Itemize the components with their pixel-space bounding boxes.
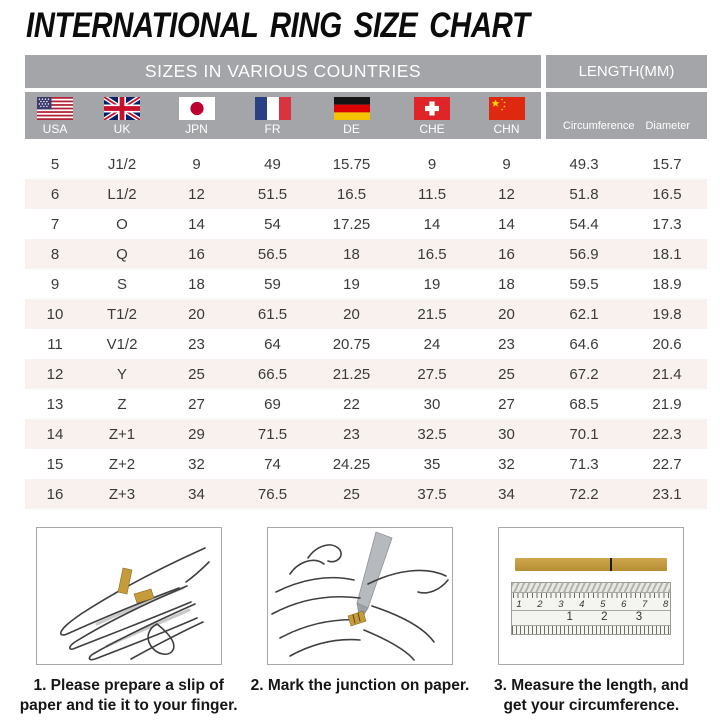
- table-cell: 54: [264, 215, 281, 233]
- chn-flag-icon: [489, 97, 525, 120]
- table-cell: Z+3: [108, 485, 136, 503]
- table-cell: 32.5: [417, 425, 447, 443]
- table-cell: 64.6: [569, 335, 599, 353]
- de-flag-icon: [334, 97, 370, 120]
- table-cell: 9: [427, 155, 437, 173]
- table-cell: 16: [498, 245, 515, 263]
- column-label-fr: FR: [264, 122, 281, 136]
- ruler-cm-numbers: [516, 599, 668, 610]
- table-cell: 19.8: [652, 305, 682, 323]
- table-cell: L1/2: [107, 185, 137, 203]
- table-cell: V1/2: [106, 335, 138, 353]
- table-cell: 18.1: [652, 245, 682, 263]
- ruler-number: 4: [579, 599, 585, 610]
- table-cell: 24: [423, 335, 441, 353]
- ruler-number: 5: [600, 599, 606, 610]
- table-cell: 64: [264, 335, 281, 353]
- table-cell: Z: [117, 395, 127, 413]
- table-cell: 61.5: [257, 305, 288, 323]
- hand-with-paper-strip-figure: [36, 527, 222, 665]
- table-cell: 51.8: [569, 185, 599, 203]
- table-cell: Z+2: [108, 455, 136, 473]
- table-cell: 62.1: [569, 305, 599, 323]
- ruler: [511, 582, 671, 635]
- table-cell: 76.5: [257, 485, 288, 503]
- length-group-header: LENGTH(MM): [546, 55, 707, 88]
- fr-flag-icon: [255, 97, 291, 120]
- table-cell: 22: [343, 395, 360, 413]
- table-cell: 74: [264, 455, 281, 473]
- hand-with-paper-strip-icon: [37, 528, 222, 665]
- table-row: [25, 209, 707, 239]
- table-cell: 56.9: [569, 245, 599, 263]
- table-cell: 16.5: [652, 185, 682, 203]
- table-cell: 15.7: [652, 155, 682, 173]
- table-cell: 21.9: [652, 395, 682, 413]
- table-cell: 9: [50, 275, 60, 293]
- table-cell: 23.1: [652, 485, 682, 503]
- table-group-header: [25, 55, 707, 88]
- ruler-number: 3: [635, 611, 643, 623]
- table-cell: 21.5: [417, 305, 447, 323]
- table-cell: 25: [188, 365, 205, 383]
- table-cell: 11.5: [417, 185, 447, 203]
- table-cell: 51.5: [257, 185, 288, 203]
- instruction-step-3: [476, 527, 707, 717]
- table-row: [25, 329, 707, 359]
- table-cell: 16: [46, 485, 64, 503]
- table-cell: 35: [423, 455, 441, 473]
- table-cell: 49: [264, 155, 281, 173]
- table-cell: 34: [188, 485, 205, 503]
- table-cell: 25: [498, 365, 515, 383]
- column-jpn: [159, 92, 234, 139]
- column-de: [311, 92, 392, 139]
- table-cell: 20: [343, 305, 360, 323]
- table-cell: 22.7: [652, 455, 682, 473]
- table-cell: T1/2: [106, 305, 137, 323]
- table-cell: 19: [423, 275, 441, 293]
- table-cell: 14: [46, 425, 64, 443]
- table-cell: 14: [423, 215, 441, 233]
- table-cell: 29: [188, 425, 205, 443]
- table-cell: 12: [498, 185, 515, 203]
- table-cell: 37.5: [417, 485, 447, 503]
- table-cell: 30: [498, 425, 515, 443]
- table-cell: 18: [188, 275, 205, 293]
- table-cell: 14: [188, 215, 205, 233]
- column-label-uk: UK: [113, 122, 131, 136]
- che-flag-icon: [414, 97, 450, 120]
- table-cell: 14: [498, 215, 515, 233]
- table-cell: 68.5: [569, 395, 599, 413]
- table-cell: 18: [498, 275, 515, 293]
- table-cell: 10: [46, 305, 64, 323]
- table-cell: 66.5: [257, 365, 288, 383]
- table-cell: 23: [498, 335, 515, 353]
- table-cell: 8: [50, 245, 60, 263]
- table-cell: 15.75: [332, 155, 371, 173]
- table-cell: 9: [502, 155, 511, 173]
- table-row: [25, 299, 707, 329]
- table-cell: 54.4: [569, 215, 599, 233]
- paper-strip: [515, 558, 667, 571]
- table-cell: 27: [498, 395, 515, 413]
- table-cell: 9: [192, 155, 201, 173]
- ruler-cm-ticks: [513, 593, 670, 598]
- uk-flag-icon: [104, 97, 140, 120]
- table-cell: Q: [116, 245, 128, 263]
- column-che: [392, 92, 472, 139]
- ruler-hatch-band: [512, 583, 670, 593]
- column-label-jpn: JPN: [185, 122, 208, 136]
- column-label-diameter: Diameter: [645, 120, 691, 132]
- table-cell: 71.5: [257, 425, 288, 443]
- ruler-number: 6: [621, 599, 627, 610]
- table-cell: 27: [188, 395, 205, 413]
- table-cell: 49.3: [569, 155, 599, 173]
- ruler-measurement-figure: [498, 527, 684, 665]
- column-chn: [472, 92, 541, 139]
- ruler-number: 3: [558, 599, 564, 610]
- column-label-chn: CHN: [493, 122, 520, 136]
- instruction-step-1: [13, 527, 244, 717]
- table-cell: 59.5: [569, 275, 599, 293]
- table-cell: 56.5: [257, 245, 288, 263]
- instruction-caption-3: 3. Measure the length, and get your circumference.: [493, 677, 689, 715]
- table-row: [25, 359, 707, 389]
- table-cell: 20.75: [332, 335, 371, 353]
- table-cell: 20.6: [652, 335, 682, 353]
- column-usa: [25, 92, 85, 139]
- table-row: [25, 479, 707, 509]
- ruler-number: 8: [662, 599, 669, 610]
- table-cell: 23: [343, 425, 360, 443]
- ruler-number: 7: [642, 599, 648, 610]
- table-cell: 23: [188, 335, 205, 353]
- table-cell: 17.3: [652, 215, 682, 233]
- table-cell: 22.3: [652, 425, 682, 443]
- table-cell: 24.25: [332, 455, 371, 473]
- instruction-caption-1: 1. Please prepare a slip of paper and tie it to your finger.: [19, 677, 238, 715]
- table-cell: 17.25: [332, 215, 371, 233]
- table-cell: 11: [47, 335, 63, 353]
- table-cell: S: [116, 275, 127, 293]
- table-cell: Y: [116, 365, 127, 383]
- table-cell: 5: [50, 155, 60, 173]
- ruler-inch-band: [512, 610, 670, 625]
- page-title: INTERNATIONAL RING SIZE CHART: [26, 6, 530, 45]
- table-cell: J1/2: [107, 155, 137, 173]
- instruction-step-2: [244, 527, 475, 717]
- table-cell: 12: [46, 365, 64, 383]
- pen-marking-junction-icon: [268, 528, 453, 665]
- ruler-number: 2: [537, 599, 543, 610]
- table-row: [25, 179, 707, 209]
- table-cell: Z+1: [108, 425, 136, 443]
- usa-flag-icon: [37, 97, 73, 120]
- ruler-bottom-ticks: [512, 625, 670, 634]
- table-cell: 18.9: [652, 275, 682, 293]
- table-cell: 71.3: [569, 455, 599, 473]
- table-cell: 34: [498, 485, 515, 503]
- table-cell: 6: [50, 185, 60, 203]
- table-cell: 12: [188, 185, 205, 203]
- table-cell: 16: [188, 245, 205, 263]
- table-cell: 32: [188, 455, 205, 473]
- table-column-header: [25, 92, 707, 139]
- ring-size-table-rows: [25, 149, 707, 509]
- column-label-che-de: DE: [343, 122, 360, 136]
- country-columns: [25, 92, 541, 139]
- ruler-number: 1: [516, 599, 522, 610]
- column-label-che: CHE: [419, 122, 445, 136]
- table-cell: 59: [264, 275, 281, 293]
- length-columns: [546, 92, 707, 139]
- table-cell: 20: [188, 305, 205, 323]
- instructions-row: [0, 527, 720, 717]
- table-cell: 13: [46, 395, 64, 413]
- table-cell: 32: [498, 455, 515, 473]
- table-cell: 16.5: [336, 185, 367, 203]
- table-cell: 67.2: [569, 365, 599, 383]
- ruler-inch-numbers: [512, 611, 670, 623]
- ruler-number: 2: [601, 611, 608, 623]
- table-cell: 16.5: [417, 245, 447, 263]
- table-cell: 20: [498, 305, 515, 323]
- jpn-flag-icon: [179, 97, 215, 120]
- pen-marking-junction-figure: [267, 527, 453, 665]
- table-cell: 19: [343, 275, 360, 293]
- column-fr: [234, 92, 311, 139]
- table-cell: 69: [264, 395, 281, 413]
- table-cell: 18: [343, 245, 360, 263]
- table-cell: 21.4: [652, 365, 682, 383]
- sizes-group-header: SIZES IN VARIOUS COUNTRIES: [25, 55, 541, 88]
- paper-mark: [610, 558, 612, 571]
- table-cell: 30: [423, 395, 441, 413]
- table-row: [25, 239, 707, 269]
- column-label-usa: USA: [42, 122, 68, 136]
- table-row: [25, 389, 707, 419]
- table-row: [25, 269, 707, 299]
- instruction-caption-2: 2. Mark the junction on paper.: [250, 677, 470, 694]
- table-cell: 21.25: [332, 365, 371, 383]
- table-cell: 15: [46, 455, 64, 473]
- table-row: [25, 149, 707, 179]
- table-cell: 7: [50, 215, 60, 233]
- table-cell: 25: [343, 485, 360, 503]
- table-row: [25, 449, 707, 479]
- table-cell: O: [116, 215, 128, 233]
- table-row: [25, 419, 707, 449]
- table-cell: 72.2: [569, 485, 599, 503]
- ruler-number: 1: [566, 611, 573, 623]
- table-cell: 27.5: [417, 365, 447, 383]
- column-uk: [85, 92, 159, 139]
- column-label-circumference: Circumference: [562, 120, 635, 132]
- table-cell: 70.1: [569, 425, 599, 443]
- ruler-cm-band: [512, 593, 670, 610]
